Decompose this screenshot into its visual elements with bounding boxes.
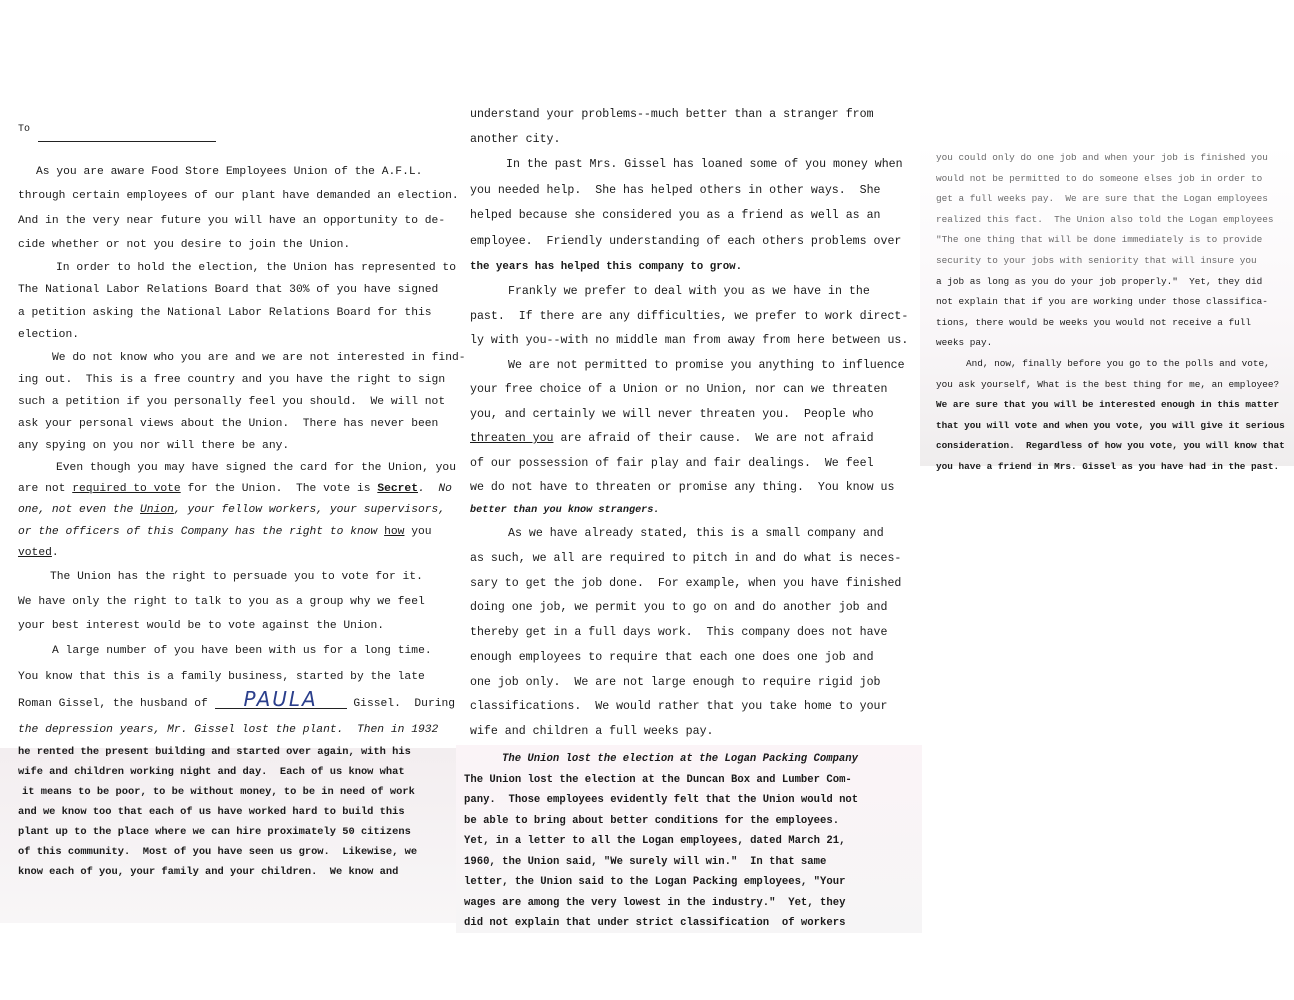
text-line: you have a friend in Mrs. Gissel as you have had in the past. [936, 460, 1280, 472]
text-line: We are sure that you will be interested enough in this matter [936, 399, 1280, 411]
text-line: of our possession of fair play and fair dealings. We feel [470, 456, 874, 470]
text-line: understand your problems--much better than a stranger from [470, 108, 874, 121]
text-line: cide whether or not you desire to join the Union. [18, 238, 351, 251]
text-line: And, now, finally before you go to the polls and vote, [966, 357, 1270, 369]
text-line: you needed help. She has helped others in other ways. She [470, 183, 881, 197]
text-line: the years has helped this company to grow. [470, 260, 743, 273]
text-line [18, 500, 458, 521]
paragraph-continued [470, 103, 920, 152]
text-line: The Union has the right to persuade you to vote for it. [50, 571, 423, 584]
text-segment: are afraid of their cause. We are not afraid [553, 432, 874, 446]
text-line: security to your jobs with seniority that will insure you [936, 254, 1257, 266]
text-line: that you will vote and when you vote, you will give it serious [936, 419, 1285, 431]
paragraph-11-continued [936, 148, 1286, 354]
text-line: doing one job, we permit you to go on and do another job and [470, 601, 888, 615]
underlined-text: how [384, 525, 405, 538]
text-line: your best interest would be to vote against the Union. [18, 619, 385, 632]
text-segment: you [404, 525, 432, 538]
text-line: enough employees to require that each one does one job and [470, 650, 874, 664]
text-line: ly with you--with no middle man from away from here between us. [470, 334, 909, 348]
text-line: election. [18, 329, 80, 342]
paragraph-1 [18, 160, 458, 257]
text-line: We do not know who you are and we are not interested in find- [52, 351, 466, 364]
text-line: weeks pay. [936, 337, 993, 349]
letter-column-3 [936, 148, 1286, 478]
text-segment: Roman Gissel, the husband of [18, 698, 215, 711]
text-line: plant up to the place where we can hire proximately 50 citizens [18, 825, 411, 838]
text-line: 1960, the Union said, "We surely will win." In that same [464, 855, 827, 868]
text-line: Even though you may have signed the card for the Union, you [56, 461, 456, 474]
paragraph-7 [470, 152, 920, 280]
text-line: did not explain that under strict classification of workers [464, 917, 846, 929]
text-segment: , your fellow workers, your supervisors, [173, 504, 446, 517]
text-segment: for the Union. The vote is [180, 482, 378, 495]
text-line: wages are among the very lowest in the industry." Yet, they [464, 896, 846, 909]
text-line: through certain employees of our plant have demanded an election. [18, 190, 459, 203]
letter-column-1 [18, 118, 466, 883]
text-line: as such, we all are required to pitch in and do what is neces- [470, 552, 902, 566]
paragraph-4 [18, 458, 458, 564]
text-line: you ask yourself, What is the best thing for me, an employee? [936, 378, 1280, 390]
paragraph-11 [464, 749, 858, 934]
text-line: ing out. This is a free country and you have the right to sign [18, 373, 446, 386]
text-line: better than you know strangers. [470, 505, 660, 517]
text-line: wife and children a full weeks pay. [470, 725, 714, 738]
text-line: classifications. We would rather that you take home to your [470, 700, 888, 714]
handwritten-name: PAULA [215, 690, 347, 709]
text-segment: one, not even the [18, 504, 141, 517]
text-line: Yet, in a letter to all the Logan employees, dated March 21, [464, 835, 846, 847]
text-line: consideration. Regardless of how you vote, you will know that [936, 440, 1285, 452]
paragraph-3 [18, 347, 466, 458]
text-line: we do not have to threaten or promise any thing. You know us [470, 480, 895, 494]
text-line: get a full weeks pay. We are sure that the Logan employees [936, 193, 1268, 205]
text-segment: the depression years, Mr. Gissel lost the plant. Then in 1932 [18, 724, 439, 737]
text-line [18, 717, 458, 743]
text-segment: . No [418, 482, 452, 495]
text-line: be able to bring about better conditions for the employees. [464, 814, 840, 827]
text-line: ask your personal views about the Union. There has never been [18, 418, 439, 431]
text-line: past. If there are any difficulties, we prefer to work direct- [470, 309, 909, 323]
paragraph-6 [18, 638, 458, 743]
text-line: a job as long as you do your job properly." Yet, they did [936, 275, 1263, 287]
paragraph-8 [470, 280, 920, 354]
text-line: your free choice of a Union or no Union, nor can we threaten [470, 383, 888, 397]
text-line: In order to hold the election, the Union has represented to [56, 262, 456, 275]
text-line: As you are aware Food Store Employees Union of the A.F.L. [36, 166, 423, 179]
text-line: sary to get the job done. For example, when you have finished [470, 576, 902, 590]
text-segment: are not [18, 482, 73, 495]
recipient-blank [38, 141, 216, 142]
underlined-text: voted [18, 546, 52, 559]
text-segment: or the officers of this Company has the right to know [18, 525, 385, 538]
text-line: another city. [470, 132, 561, 146]
underlined-text: Secret [377, 482, 418, 495]
text-line: such a petition if you personally feel you should. We will not [18, 396, 446, 409]
paragraph-2 [18, 257, 458, 347]
text-line: a petition asking the National Labor Relations Board for this [18, 306, 432, 319]
text-line: The National Labor Relations Board that 30% of you have signed [18, 284, 439, 297]
text-line: and we know too that each of us have worked hard to build this [18, 806, 405, 819]
paragraph-6-continued [18, 743, 458, 882]
text-segment: Gissel. During [346, 698, 456, 711]
text-line: As we have already stated, this is a small company and [508, 527, 884, 541]
text-line: A large number of you have been with us for a long time. [52, 645, 432, 658]
to-line [18, 118, 458, 142]
underlined-text: Union [140, 504, 174, 517]
text-line: helped because she considered you as a friend as well as an [470, 209, 881, 223]
text-line: wife and children working night and day. Each of us know what [18, 766, 405, 779]
text-line: employee. Friendly understanding of each others problems over [470, 234, 902, 248]
paragraph-12 [936, 354, 1286, 478]
text-line [470, 427, 920, 451]
text-line: one job only. We are not large enough to require rigid job [470, 675, 881, 689]
text-line: You know that this is a family business, started by the late [18, 671, 425, 684]
letter-column-2 [464, 103, 920, 929]
text-line: of this community. Most of you have seen us grow. Likewise, we [18, 845, 418, 858]
text-line: The Union lost the election at the Duncan Box and Lumber Com- [464, 773, 852, 786]
text-line [18, 479, 458, 500]
text-line: realized this fact. The Union also told the Logan employees [936, 213, 1274, 225]
text-line: tions, there would be weeks you would not receive a full [936, 316, 1252, 328]
text-line: would not be permitted to do someone elses job in order to [936, 172, 1263, 184]
text-line [18, 687, 458, 717]
underlined-text: required to vote [72, 482, 181, 495]
text-line [18, 522, 458, 543]
text-line: it means to be poor, to be without money, to be in need of work [22, 786, 415, 799]
paragraph-10 [470, 522, 920, 744]
text-line: The Union lost the election at the Logan Packing Company [502, 753, 859, 765]
text-line: pany. Those employees evidently felt that the Union would not [464, 794, 859, 806]
underlined-text: threaten you [470, 432, 554, 446]
paragraph-5 [18, 565, 458, 638]
text-line: not explain that if you are working under those classifica- [936, 296, 1268, 308]
text-segment: . [51, 546, 59, 559]
paragraph-9 [470, 354, 920, 522]
text-line: he rented the present building and started over again, with his [18, 746, 411, 759]
text-line: We are not permitted to promise you anything to influence [508, 358, 905, 372]
text-line: "The one thing that will be done immediately is to provide [936, 234, 1263, 246]
text-line: you could only do one job and when your job is finished you [936, 152, 1268, 163]
text-line: you, and certainly we will never threaten you. People who [470, 407, 874, 421]
to-label: To [18, 124, 31, 135]
text-line: In the past Mrs. Gissel has loaned some of you money when [506, 158, 903, 172]
text-line: letter, the Union said to the Logan Packing employees, "Your [464, 876, 846, 888]
text-line: any spying on you nor will there be any. [18, 440, 290, 453]
text-line: Frankly we prefer to deal with you as we have in the [508, 285, 870, 299]
text-line [18, 543, 458, 564]
text-line: We have only the right to talk to you as a group why we feel [18, 595, 425, 608]
text-line: know each of you, your family and your children. We know and [18, 865, 399, 878]
text-line: thereby get in a full days work. This company does not have [470, 626, 888, 640]
text-line: And in the very near future you will have an opportunity to de- [18, 214, 446, 227]
